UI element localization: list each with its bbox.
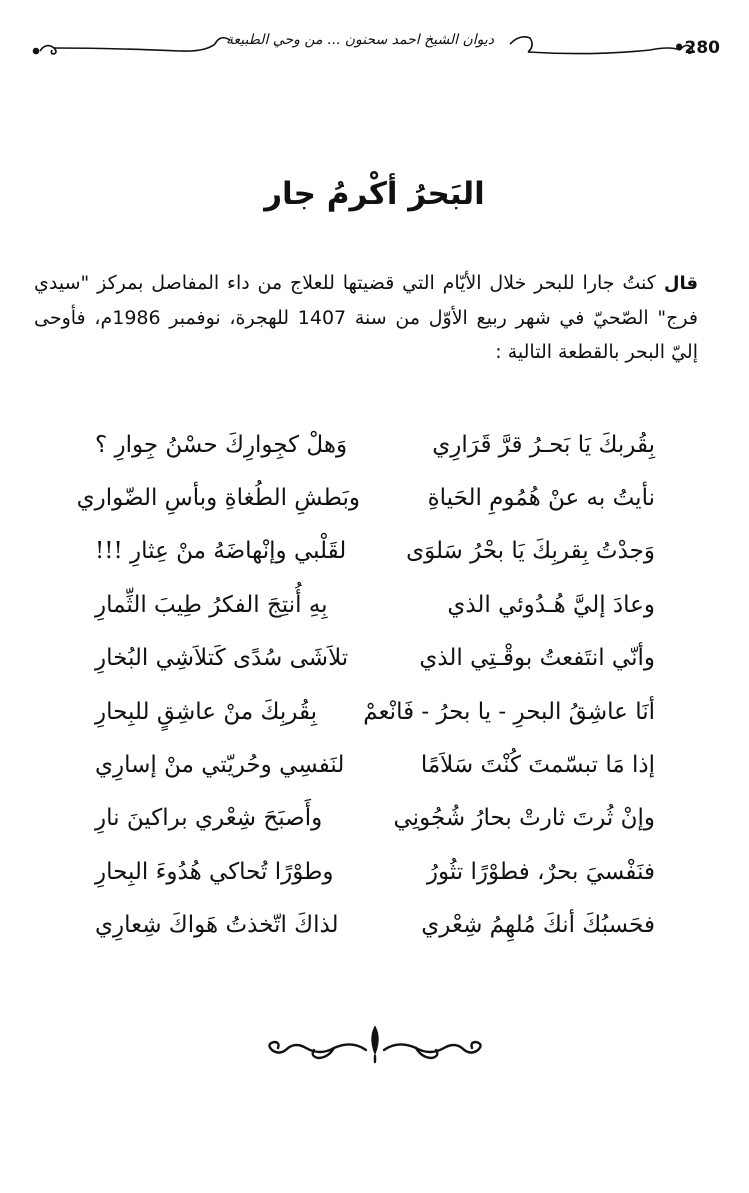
verse-first-hemistich: بِقُربكَ يَا بَحـرُ قرَّ قَرَارِي xyxy=(432,431,655,458)
verse-first-hemistich: فحَسبُكَ أنكَ مُلهِمُ شِعْري xyxy=(421,912,655,939)
verse xyxy=(76,471,655,524)
verse-second-hemistich: وأَصبَحَ شِعْري براكينَ نارِ xyxy=(95,805,323,832)
page-number: •280 xyxy=(673,38,720,58)
running-title-line: ديوان الشيخ احمد سحنون ... من وحي الطبيعة xyxy=(225,32,495,48)
footer-ornament-icon xyxy=(262,1022,488,1072)
verse-second-hemistich: بِقُربِكَ منْ عاشِقٍ للبِحارِ xyxy=(95,698,317,725)
verse-first-hemistich: إذا مَا تبسّمتَ كُنْتَ سَلاَمًا xyxy=(420,752,655,779)
verse xyxy=(95,685,655,738)
verse-second-hemistich: لذاكَ اتّخذتُ هَواكَ شِعارِي xyxy=(95,912,339,939)
verse-second-hemistich: وبَطشِ الطُغاةِ وبأسِ الضّواري xyxy=(76,485,360,512)
poem xyxy=(76,418,655,952)
verse-second-hemistich: تلاَشَى سُدًى كَتلاَشِي البُخارِ xyxy=(95,645,349,672)
verse-second-hemistich: وطوْرًا تُحاكي هُدُوءَ البِحارِ xyxy=(95,858,334,885)
verse xyxy=(95,632,655,685)
verse xyxy=(95,525,655,578)
poem-title: البَحرُ أكْرمُ جار xyxy=(264,176,485,212)
running-title xyxy=(210,30,510,50)
verse-first-hemistich: نأيتُ به عنْ هُمُومِ الحَياةِ xyxy=(427,485,655,512)
page-header xyxy=(30,26,720,70)
verse-second-hemistich: لنَفسِي وحُريّتي منْ إسارِي xyxy=(95,752,345,779)
verse-first-hemistich: فنَفْسيَ بحرٌ، فطوْرًا تثُورُ xyxy=(426,858,655,885)
verse-first-hemistich: وَجدْتُ بِقربِكَ يَا بحْرُ سَلوَى xyxy=(406,538,655,565)
verse-second-hemistich: لقَلْبي وإنْهاضَهُ منْ عِثارِ !!! xyxy=(95,538,347,565)
intro-text: كنتُ جارا للبحر خلال الأيّام التي قضيتها للعلاج من داء المفاصل بمركز "سيدي فرج" الصّحيّ في شهر ربيع الأوّل من سنة 1407 للهجرة، نوفمبر 1986م، فأوحى إليّ البحر بالقطعة التالية : xyxy=(34,272,698,363)
verse xyxy=(95,578,655,631)
verse-first-hemistich: وإنْ ثُرتَ ثارتْ بحارُ شُجُونِي xyxy=(393,805,655,832)
verse xyxy=(95,845,655,898)
verse xyxy=(95,738,655,791)
verse-second-hemistich: بِهِ أُنتِجَ الفكرُ طِيبَ الثِّمارِ xyxy=(95,591,328,618)
verse xyxy=(95,899,655,952)
verse-first-hemistich: وأنّي انتَفعتُ بوقْـتِي الذي xyxy=(419,645,655,672)
intro-mark: قال xyxy=(663,273,698,294)
verse xyxy=(95,418,655,471)
verse xyxy=(95,792,655,845)
verse-first-hemistich: وعادَ إليَّ هُـدُوئي الذي xyxy=(447,591,655,618)
intro-paragraph xyxy=(34,266,698,369)
verse-second-hemistich: وَهلْ كجِوارِكَ حسْنُ جِوارِ ؟ xyxy=(95,431,348,458)
verse-first-hemistich: أنَا عاشِقُ البحرِ - يا بحرُ - فَانْعمْ xyxy=(363,698,655,725)
